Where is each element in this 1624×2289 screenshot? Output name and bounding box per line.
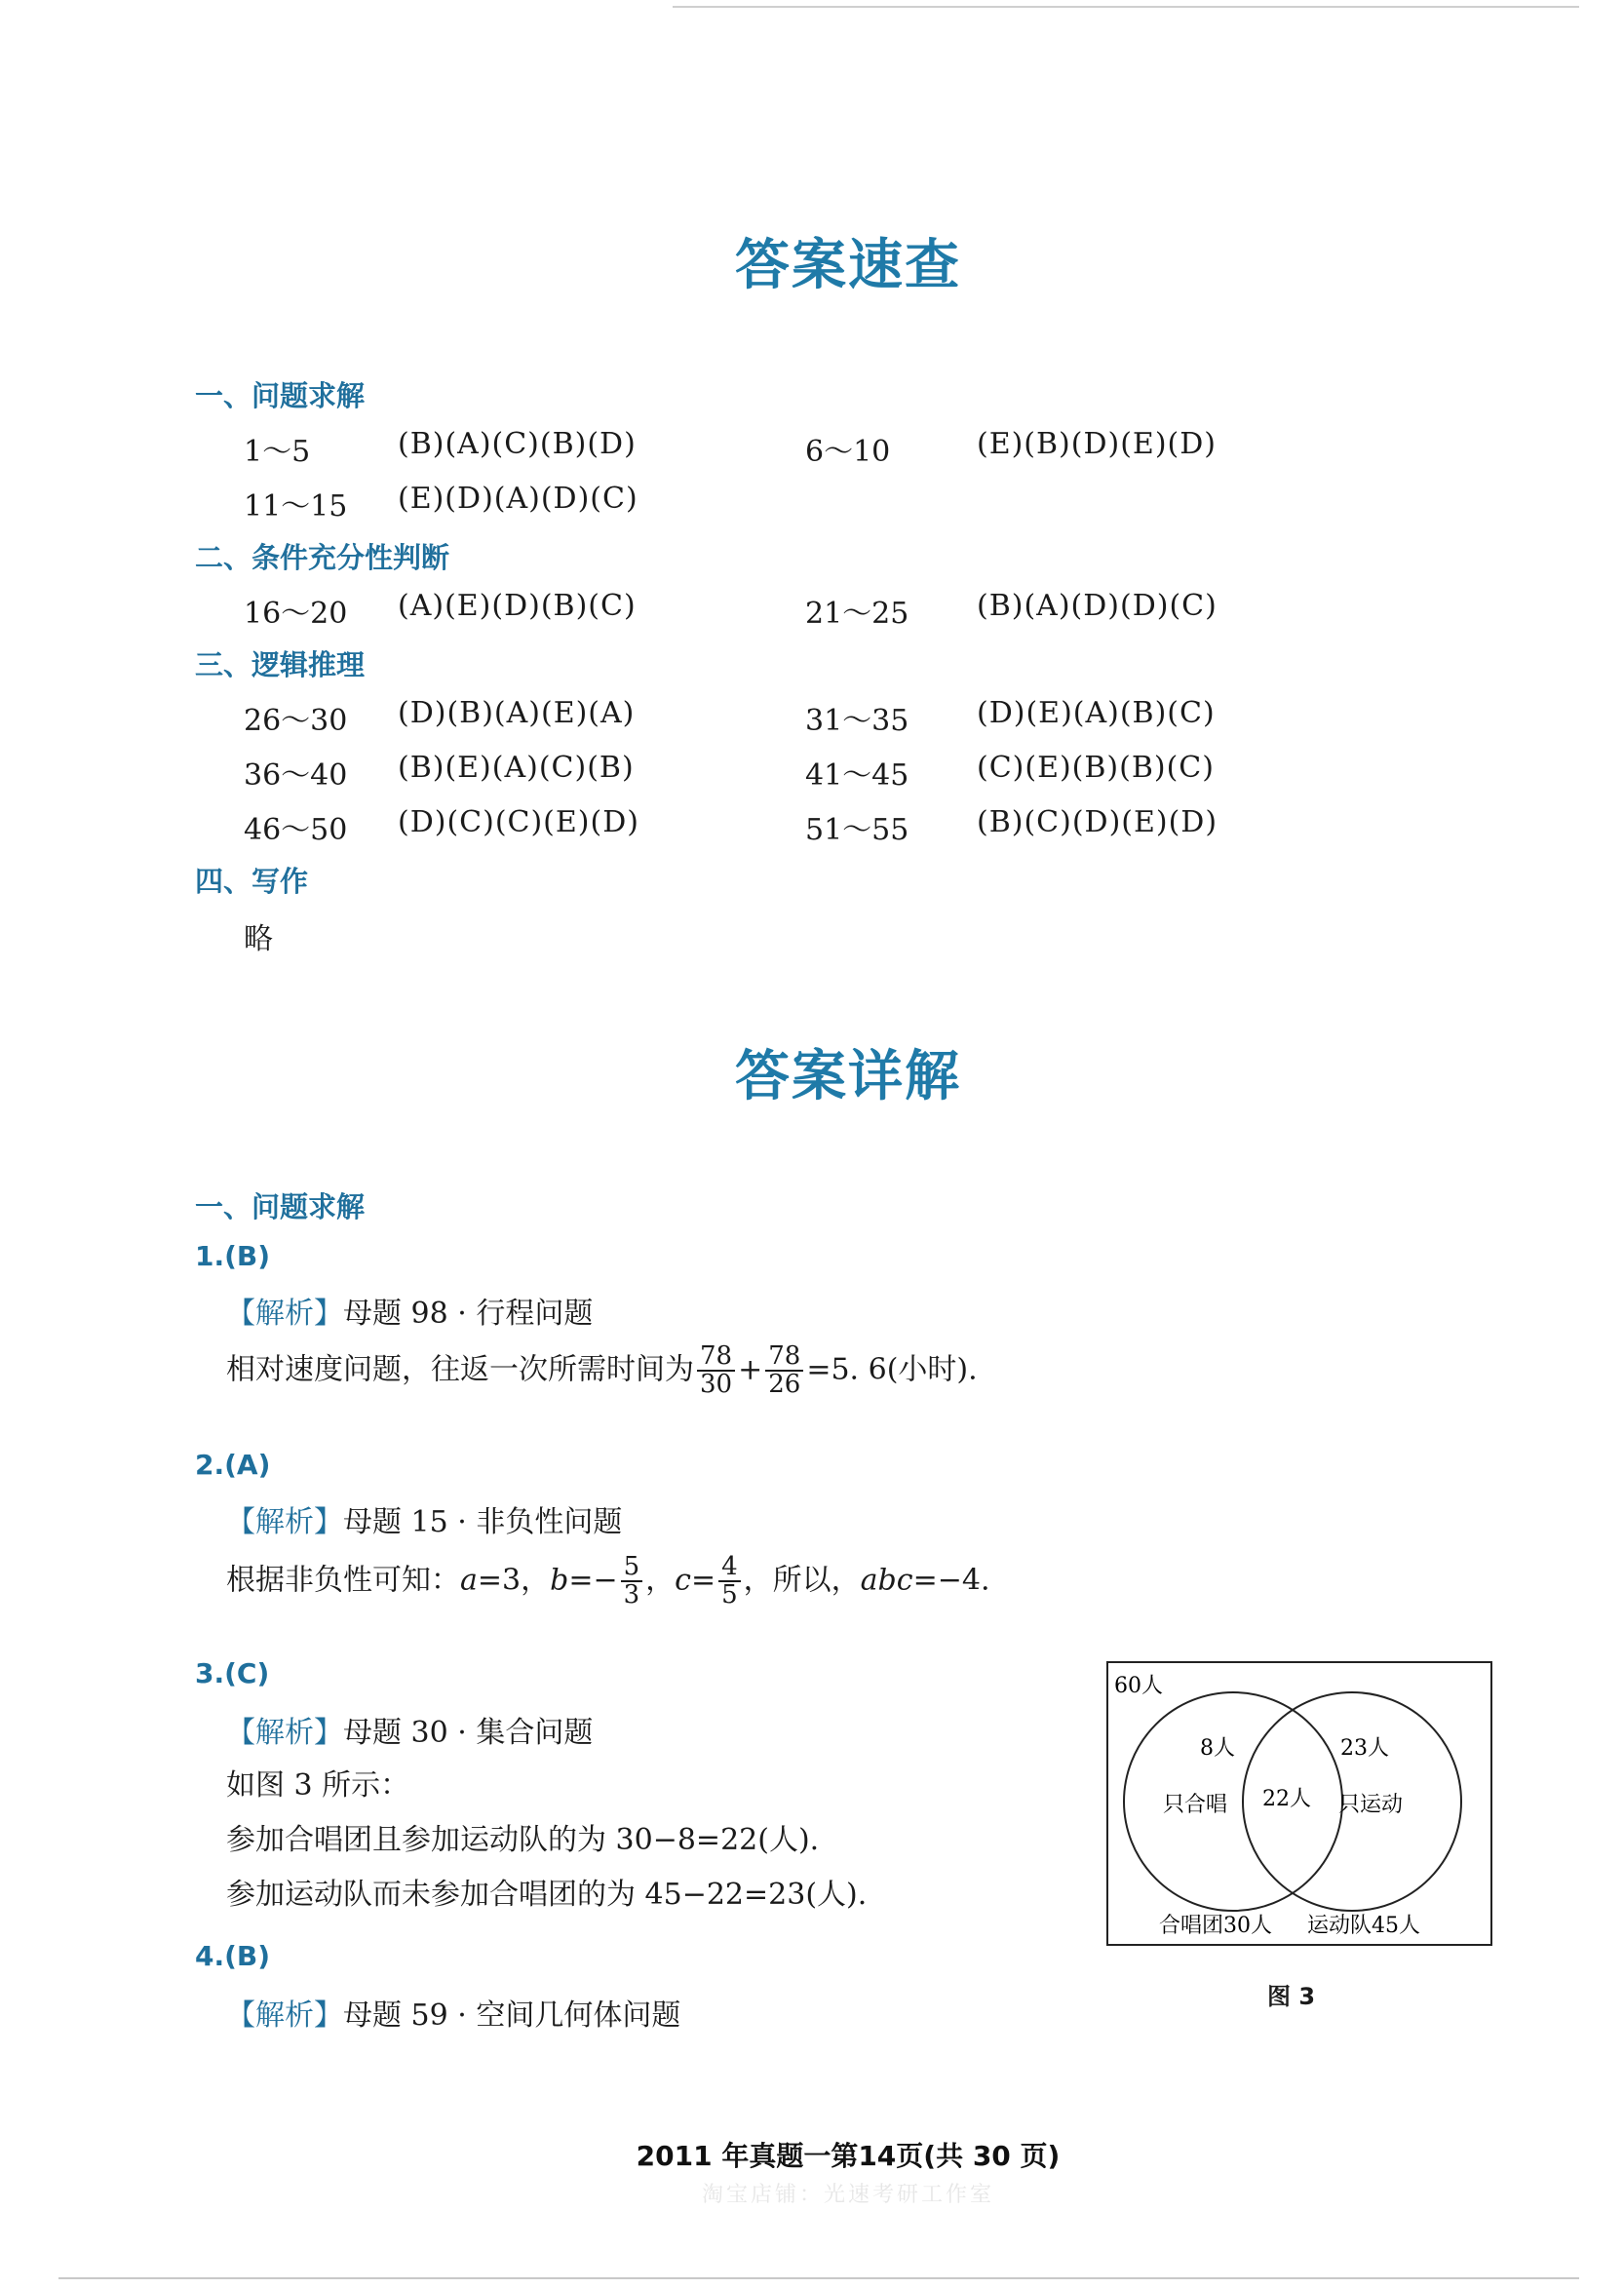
solution-text: =3，: [477, 1563, 551, 1598]
question-number: 2.: [195, 1449, 225, 1481]
fraction: [697, 1343, 735, 1399]
answer-range: 46～50: [244, 813, 348, 847]
fraction-numerator: 5: [621, 1554, 643, 1582]
fraction-numerator: 78: [697, 1343, 735, 1372]
question-answer: (A): [224, 1449, 271, 1481]
figure-caption: 图 3: [1267, 1983, 1316, 2010]
question-3-analysis: [226, 1708, 593, 1751]
answer-range: 16～20: [244, 597, 348, 631]
solution-text: =: [690, 1563, 716, 1598]
watermark: 淘宝店铺：光速考研工作室: [701, 2183, 994, 2207]
section-heading-logic: 三、逻辑推理: [195, 648, 366, 681]
question-answer: (C): [224, 1657, 270, 1689]
fraction: [718, 1554, 741, 1610]
fraction-denominator: 30: [700, 1370, 733, 1400]
answer-values: (B)(A)(D)(D)(C): [977, 589, 1218, 623]
analysis-topic: 母题 15 · 非负性问题: [343, 1505, 623, 1539]
question-3-line: 参加合唱团且参加运动队的为 30−8=22(人).: [226, 1823, 820, 1857]
analysis-topic: 母题 30 · 集合问题: [343, 1716, 594, 1750]
plus-sign: +: [738, 1352, 763, 1387]
analysis-tag: 【解析】: [226, 1998, 343, 2033]
fraction-denominator: 5: [721, 1580, 738, 1610]
question-2-header: [195, 1449, 270, 1481]
var-b: b: [550, 1563, 569, 1598]
answer-range: 31～35: [805, 704, 909, 738]
section-heading-problem-solving: 一、问题求解: [195, 379, 366, 412]
answer-values: (B)(A)(C)(B)(D): [398, 427, 637, 461]
answer-values: (D)(B)(A)(E)(A): [398, 696, 636, 730]
var-a: a: [460, 1563, 478, 1598]
solution-text: ，: [645, 1563, 676, 1598]
solution-text: =−: [568, 1563, 618, 1598]
analysis-topic: 母题 98 · 行程问题: [343, 1297, 594, 1331]
question-number: 1.: [195, 1240, 225, 1272]
answer-values: (B)(E)(A)(C)(B): [398, 751, 635, 785]
section-heading-problem-solving-detail: 一、问题求解: [195, 1190, 366, 1223]
venn-left-count: 8人: [1200, 1736, 1235, 1761]
var-c: c: [675, 1563, 691, 1598]
answer-values: (D)(C)(C)(E)(D): [398, 805, 639, 839]
venn-right-count: 23人: [1340, 1736, 1389, 1761]
question-answer: (B): [224, 1240, 271, 1272]
solution-text: =−4.: [912, 1563, 990, 1598]
question-3-line: 如图 3 所示：: [226, 1768, 410, 1803]
venn-total-label: 60人: [1114, 1674, 1163, 1698]
solution-text: 根据非负性可知：: [226, 1563, 460, 1598]
analysis-tag: 【解析】: [226, 1297, 343, 1331]
fraction-numerator: 4: [718, 1554, 741, 1582]
answer-range: 11～15: [244, 489, 348, 524]
question-4-analysis: [226, 1991, 680, 2034]
venn-left-label: 只合唱: [1163, 1793, 1228, 1817]
question-number: 3.: [195, 1657, 225, 1689]
venn-diagram: [1108, 1663, 1490, 1944]
venn-diagram-frame: [1106, 1661, 1492, 1946]
fraction: [621, 1554, 643, 1610]
answer-values: (B)(C)(D)(E)(D): [977, 805, 1218, 839]
writing-answer: 略: [244, 922, 273, 956]
solution-text: 相对速度问题，往返一次所需时间为: [226, 1352, 694, 1387]
question-number: 4.: [195, 1940, 225, 1972]
question-3-line: 参加运动队而未参加合唱团的为 45−22=23(人).: [226, 1878, 868, 1912]
page-footer: 2011 年真题一第14页(共 30 页): [636, 2140, 1061, 2172]
top-rule: [673, 6, 1579, 8]
quick-answers-title: 答案速查: [735, 233, 961, 297]
answer-values: (A)(E)(D)(B)(C): [398, 589, 637, 623]
venn-right-label: 只运动: [1338, 1793, 1404, 1817]
section-heading-writing: 四、写作: [195, 865, 309, 898]
question-1-analysis: [226, 1289, 593, 1332]
answer-values: (E)(D)(A)(D)(C): [398, 482, 638, 516]
var-abc: abc: [860, 1563, 913, 1598]
solution-text: ，所以，: [743, 1563, 861, 1598]
question-3-header: [195, 1657, 269, 1689]
analysis-topic: 母题 59 · 空间几何体问题: [343, 1998, 681, 2033]
answer-range: 6～10: [805, 435, 891, 469]
question-answer: (B): [224, 1940, 271, 1972]
question-2-solution: [226, 1554, 989, 1610]
question-1-header: [195, 1240, 270, 1272]
fraction-denominator: 26: [768, 1370, 801, 1400]
fraction-denominator: 3: [623, 1580, 640, 1610]
answer-values: (D)(E)(A)(B)(C): [977, 696, 1216, 730]
detailed-answers-title: 答案详解: [735, 1044, 961, 1108]
question-1-solution: [226, 1343, 978, 1399]
analysis-tag: 【解析】: [226, 1716, 343, 1750]
answer-range: 1～5: [244, 435, 311, 469]
solution-text: =5. 6(小时).: [806, 1352, 978, 1387]
fraction-numerator: 78: [765, 1343, 803, 1372]
analysis-tag: 【解析】: [226, 1505, 343, 1539]
answer-range: 26～30: [244, 704, 348, 738]
question-4-header: [195, 1940, 270, 1972]
answer-range: 21～25: [805, 597, 909, 631]
question-2-analysis: [226, 1497, 622, 1540]
venn-overlap-count: 22人: [1262, 1787, 1311, 1811]
answer-range: 41～45: [805, 758, 909, 793]
bottom-rule: [58, 2277, 1579, 2279]
section-heading-sufficiency: 二、条件充分性判断: [195, 541, 450, 574]
answer-range: 51～55: [805, 813, 909, 847]
answer-range: 36～40: [244, 758, 348, 793]
venn-right-set-label: 运动队45人: [1307, 1914, 1420, 1938]
answer-values: (C)(E)(B)(B)(C): [977, 751, 1215, 785]
venn-left-set-label: 合唱团30人: [1159, 1914, 1272, 1938]
answer-values: (E)(B)(D)(E)(D): [977, 427, 1217, 461]
fraction: [765, 1343, 803, 1399]
